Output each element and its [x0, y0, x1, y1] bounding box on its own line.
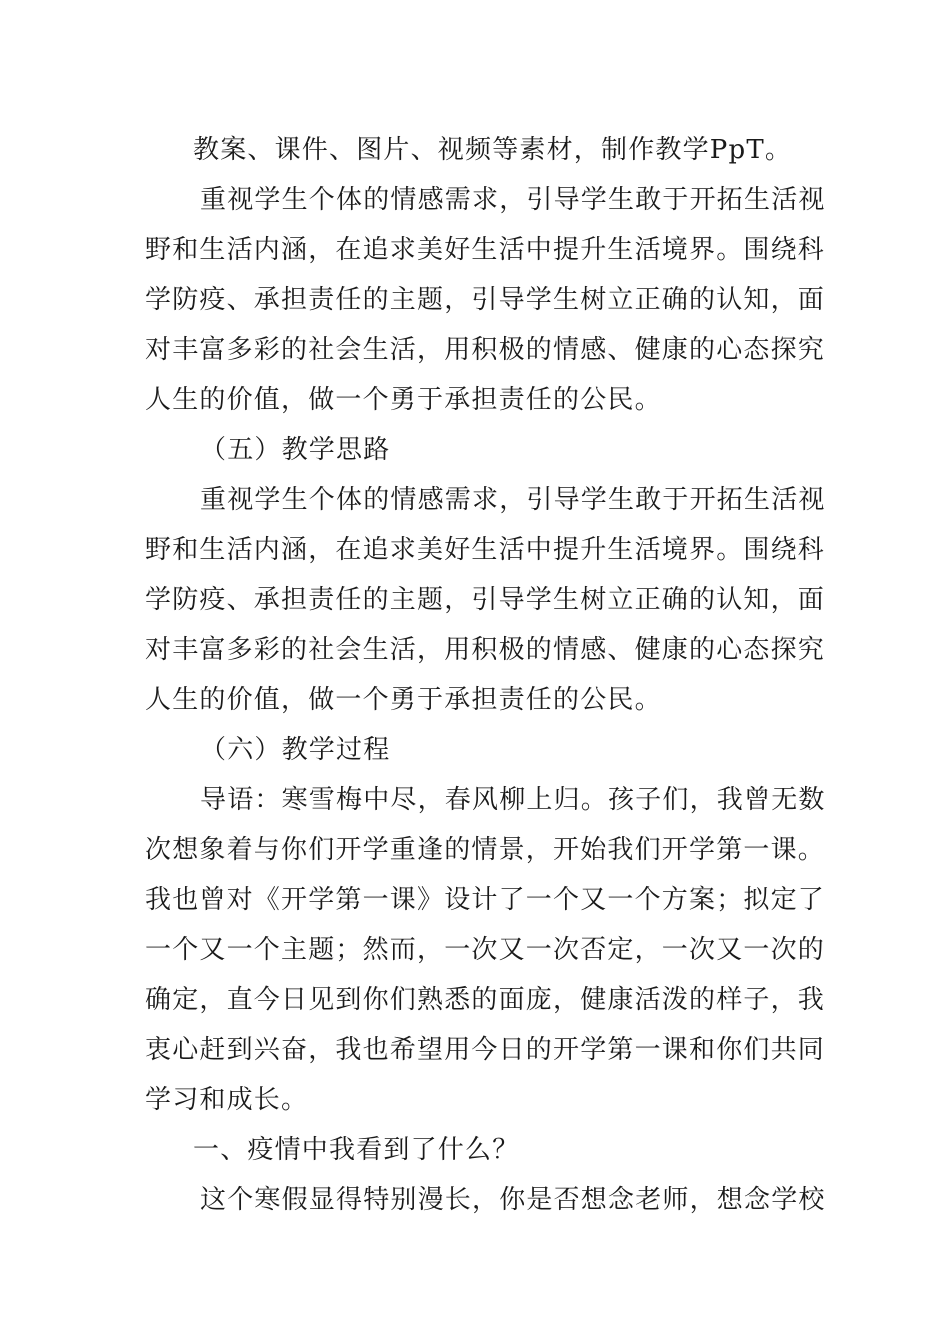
paragraph-line: 次想象着与你们开学重逢的情景，开始我们开学第一课。: [145, 835, 826, 865]
paragraph-line: 人生的价值，做一个勇于承担责任的公民。: [145, 685, 662, 715]
paragraph-line: 学防疫、承担责任的主题，引导学生树立正确的认知，面: [145, 285, 826, 315]
section-heading: （五）教学思路: [200, 435, 391, 465]
paragraph-line: 教案、课件、图片、视频等素材，制作教学PpT。: [193, 135, 793, 165]
paragraph-line: 一个又一个主题；然而，一次又一次否定，一次又一次的: [145, 935, 826, 965]
paragraph-line: 对丰富多彩的社会生活，用积极的情感、健康的心态探究: [145, 335, 826, 365]
paragraph-line: 野和生活内涵，在追求美好生活中提升生活境界。围绕科: [145, 535, 826, 565]
paragraph-line: 学习和成长。: [145, 1085, 309, 1115]
paragraph-line: 这个寒假显得特别漫长，你是否想念老师，想念学校: [200, 1185, 826, 1215]
paragraph-line: 对丰富多彩的社会生活，用积极的情感、健康的心态探究: [145, 635, 826, 665]
paragraph-line: 我也曾对《开学第一课》设计了一个又一个方案；拟定了: [145, 885, 826, 915]
paragraph-line: 学防疫、承担责任的主题，引导学生树立正确的认知，面: [145, 585, 826, 615]
paragraph-line: 衷心赶到兴奋，我也希望用今日的开学第一课和你们共同: [145, 1035, 826, 1065]
paragraph-line: 重视学生个体的情感需求，引导学生敢于开拓生活视: [200, 485, 826, 515]
section-heading: （六）教学过程: [200, 735, 391, 765]
paragraph-line: 人生的价值，做一个勇于承担责任的公民。: [145, 385, 662, 415]
paragraph-line: 确定，直今日见到你们熟悉的面庞，健康活泼的样子，我: [145, 985, 826, 1015]
section-heading: 一、疫情中我看到了什么？: [193, 1135, 520, 1165]
paragraph-line: 导语：寒雪梅中尽，春风柳上归。孩子们，我曾无数: [200, 785, 826, 815]
paragraph-line: 重视学生个体的情感需求，引导学生敢于开拓生活视: [200, 185, 826, 215]
paragraph-line: 野和生活内涵，在追求美好生活中提升生活境界。围绕科: [145, 235, 826, 265]
